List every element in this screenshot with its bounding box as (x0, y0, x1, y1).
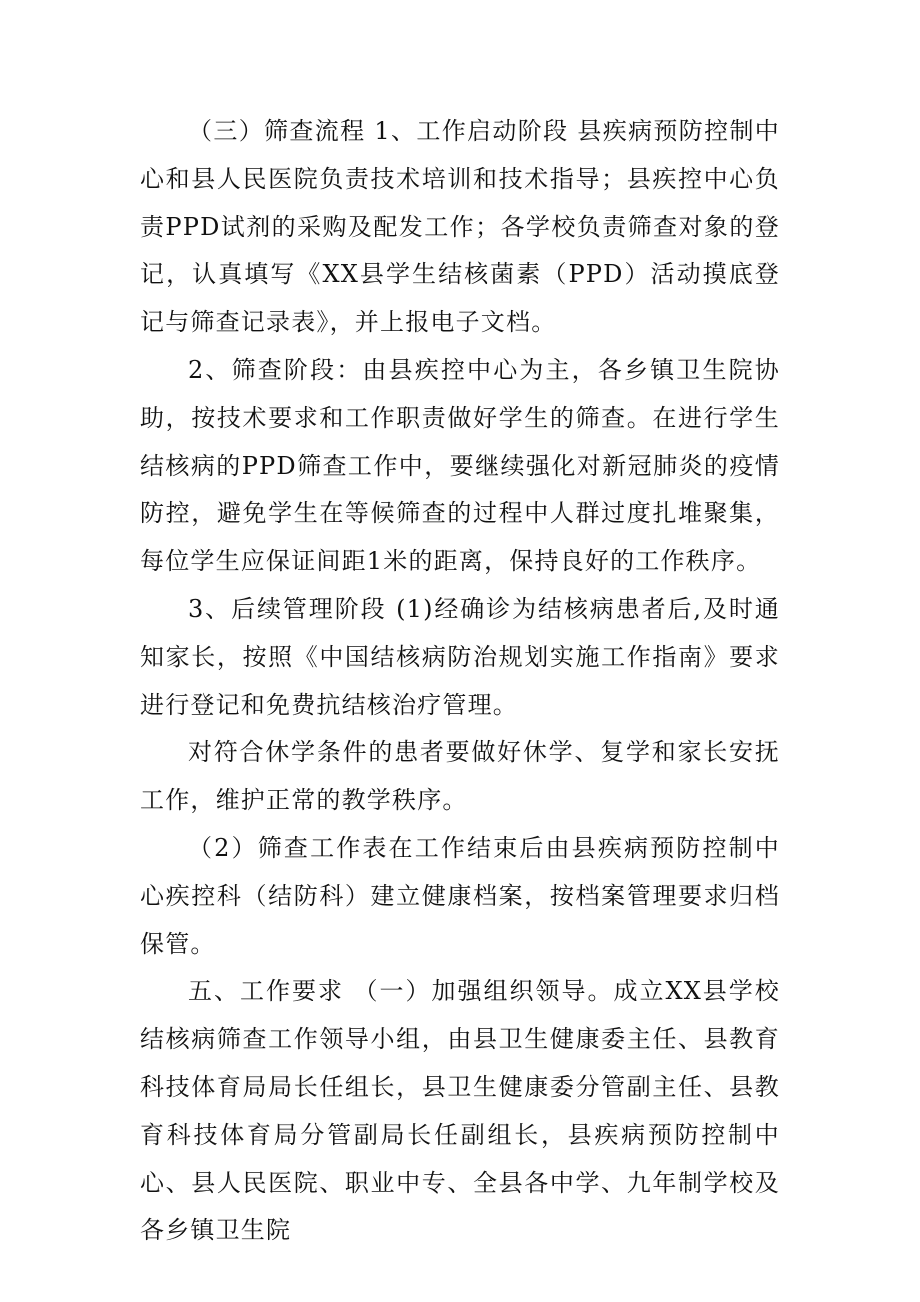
paragraph-screening-stage: 2、筛查阶段：由县疾控中心为主，各乡镇卫生院协助，按技术要求和工作职责做好学生的筛查。在进行学生结核病的PPD筛查工作中，要继续强化对新冠肺炎的疫情防控，避免学生在等候筛查的过程中人群过度扎堆聚集，每位学生应保证间距1米的距离，保持良好的工作秩序。 (140, 355, 780, 576)
paragraph-follow-up-management: 3、后续管理阶段 (1)经确诊为结核病患者后,及时通知家长，按照《中国结核病防治规划实施工作指南》要求进行登记和免费抗结核治疗管理。 (140, 594, 780, 719)
paragraph-suspension-of-schooling: 对符合休学条件的患者要做好休学、复学和家长安抚工作，维护正常的教学秩序。 (140, 738, 780, 815)
paragraph-work-requirements: 五、工作要求 （一）加强组织领导。成立XX县学校结核病筛查工作领导小组，由县卫生健康委主任、县教育科技体育局局长任组长，县卫生健康委分管副主任、县教育科技体育局分管副局长任副组长，县疾病预防控制中心、县人民医院、职业中专、全县各中学、九年制学校及各乡镇卫生院 (140, 977, 780, 1245)
paragraph-screening-process: （三）筛查流程 1、工作启动阶段 县疾病预防控制中心和县人民医院负责技术培训和技术指导；县疾控中心负责PPD试剂的采购及配发工作；各学校负责筛查对象的登记，认真填写《XX县学生结核菌素（PPD）活动摸底登记与筛查记录表》，并上报电子文档。 (140, 117, 780, 337)
paragraph-archive-management: （2）筛查工作表在工作结束后由县疾病预防控制中心疾控科（结防科）建立健康档案，按档案管理要求归档保管。 (140, 833, 780, 958)
